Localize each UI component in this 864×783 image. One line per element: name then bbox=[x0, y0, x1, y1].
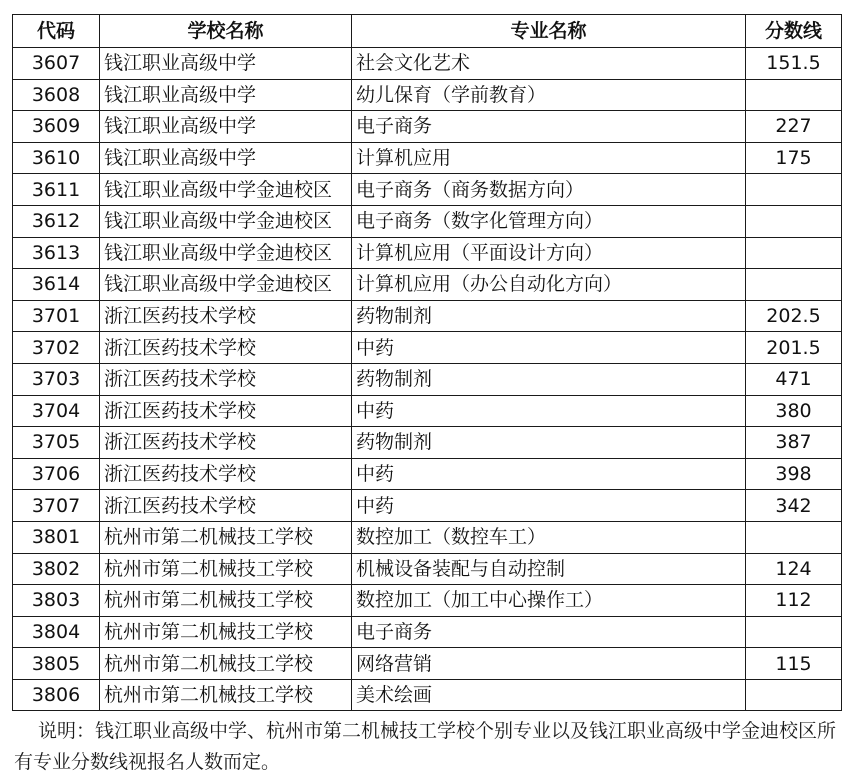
cell-school: 浙江医药技术学校 bbox=[100, 363, 352, 395]
cell-school: 钱江职业高级中学 bbox=[100, 142, 352, 174]
cell-code: 3805 bbox=[13, 648, 100, 680]
cell-code: 3704 bbox=[13, 395, 100, 427]
cell-code: 3706 bbox=[13, 458, 100, 490]
cell-code: 3801 bbox=[13, 521, 100, 553]
cell-score: 342 bbox=[746, 490, 842, 522]
cell-school: 钱江职业高级中学 bbox=[100, 48, 352, 80]
table-row bbox=[13, 679, 842, 711]
cell-school: 浙江医药技术学校 bbox=[100, 458, 352, 490]
cell-code: 3705 bbox=[13, 427, 100, 459]
cell-school: 钱江职业高级中学 bbox=[100, 111, 352, 143]
cell-code: 3607 bbox=[13, 48, 100, 80]
cell-major: 药物制剂 bbox=[352, 363, 746, 395]
cell-score: 227 bbox=[746, 111, 842, 143]
table-row bbox=[13, 269, 842, 301]
cell-code: 3609 bbox=[13, 111, 100, 143]
cell-score: 124 bbox=[746, 553, 842, 585]
table-row bbox=[13, 237, 842, 269]
cell-score: 471 bbox=[746, 363, 842, 395]
table-row bbox=[13, 300, 842, 332]
table-row bbox=[13, 616, 842, 648]
cell-major: 机械设备装配与自动控制 bbox=[352, 553, 746, 585]
cell-major: 电子商务（数字化管理方向） bbox=[352, 205, 746, 237]
cell-score: 380 bbox=[746, 395, 842, 427]
cell-school: 浙江医药技术学校 bbox=[100, 490, 352, 522]
header-major: 专业名称 bbox=[352, 15, 746, 48]
cell-school: 杭州市第二机械技工学校 bbox=[100, 521, 352, 553]
header-school: 学校名称 bbox=[100, 15, 352, 48]
cell-major: 社会文化艺术 bbox=[352, 48, 746, 80]
table-row bbox=[13, 332, 842, 364]
table-row bbox=[13, 585, 842, 617]
table-row bbox=[13, 205, 842, 237]
cell-major: 数控加工（加工中心操作工） bbox=[352, 585, 746, 617]
cell-score bbox=[746, 205, 842, 237]
table-body bbox=[13, 48, 842, 711]
cell-score bbox=[746, 79, 842, 111]
cell-major: 网络营销 bbox=[352, 648, 746, 680]
cell-major: 中药 bbox=[352, 332, 746, 364]
cell-score bbox=[746, 521, 842, 553]
cell-school: 钱江职业高级中学金迪校区 bbox=[100, 205, 352, 237]
cell-school: 杭州市第二机械技工学校 bbox=[100, 585, 352, 617]
cell-school: 浙江医药技术学校 bbox=[100, 332, 352, 364]
table-row bbox=[13, 363, 842, 395]
cell-major: 计算机应用（办公自动化方向） bbox=[352, 269, 746, 301]
cell-major: 计算机应用（平面设计方向） bbox=[352, 237, 746, 269]
cell-code: 3803 bbox=[13, 585, 100, 617]
cell-score bbox=[746, 679, 842, 711]
table-row bbox=[13, 79, 842, 111]
cell-score: 202.5 bbox=[746, 300, 842, 332]
cell-score bbox=[746, 174, 842, 206]
cell-score bbox=[746, 269, 842, 301]
cell-school: 杭州市第二机械技工学校 bbox=[100, 648, 352, 680]
cell-major: 中药 bbox=[352, 490, 746, 522]
cell-score: 201.5 bbox=[746, 332, 842, 364]
cell-major: 电子商务（商务数据方向） bbox=[352, 174, 746, 206]
cell-school: 钱江职业高级中学 bbox=[100, 79, 352, 111]
cell-code: 3804 bbox=[13, 616, 100, 648]
cell-major: 数控加工（数控车工） bbox=[352, 521, 746, 553]
table-row bbox=[13, 490, 842, 522]
cell-code: 3702 bbox=[13, 332, 100, 364]
cell-school: 钱江职业高级中学金迪校区 bbox=[100, 269, 352, 301]
table-row bbox=[13, 174, 842, 206]
cell-code: 3701 bbox=[13, 300, 100, 332]
table-row bbox=[13, 111, 842, 143]
cell-code: 3610 bbox=[13, 142, 100, 174]
cell-major: 药物制剂 bbox=[352, 427, 746, 459]
cell-code: 3707 bbox=[13, 490, 100, 522]
table-row bbox=[13, 553, 842, 585]
header-score: 分数线 bbox=[746, 15, 842, 48]
cell-code: 3608 bbox=[13, 79, 100, 111]
cell-school: 浙江医药技术学校 bbox=[100, 427, 352, 459]
cell-code: 3611 bbox=[13, 174, 100, 206]
cell-school: 浙江医药技术学校 bbox=[100, 395, 352, 427]
cell-code: 3613 bbox=[13, 237, 100, 269]
cell-school: 钱江职业高级中学金迪校区 bbox=[100, 174, 352, 206]
table-header bbox=[13, 15, 842, 48]
table-row bbox=[13, 48, 842, 80]
cell-score: 175 bbox=[746, 142, 842, 174]
cell-school: 杭州市第二机械技工学校 bbox=[100, 553, 352, 585]
explanatory-note: 说明：钱江职业高级中学、杭州市第二机械技工学校个别专业以及钱江职业高级中学金迪校区所有专业分数线视报名人数而定。 bbox=[14, 720, 837, 773]
table-row bbox=[13, 427, 842, 459]
cell-school: 浙江医药技术学校 bbox=[100, 300, 352, 332]
table-row bbox=[13, 521, 842, 553]
cell-score bbox=[746, 237, 842, 269]
cell-school: 钱江职业高级中学金迪校区 bbox=[100, 237, 352, 269]
table-row bbox=[13, 395, 842, 427]
cell-score bbox=[746, 616, 842, 648]
cell-score: 151.5 bbox=[746, 48, 842, 80]
cell-major: 电子商务 bbox=[352, 616, 746, 648]
cell-score: 112 bbox=[746, 585, 842, 617]
table-row bbox=[13, 648, 842, 680]
cell-code: 3802 bbox=[13, 553, 100, 585]
cell-code: 3614 bbox=[13, 269, 100, 301]
cell-major: 中药 bbox=[352, 458, 746, 490]
cell-major: 计算机应用 bbox=[352, 142, 746, 174]
cell-major: 幼儿保育（学前教育） bbox=[352, 79, 746, 111]
admission-score-table bbox=[12, 14, 842, 711]
table-row bbox=[13, 458, 842, 490]
cell-major: 电子商务 bbox=[352, 111, 746, 143]
cell-code: 3806 bbox=[13, 679, 100, 711]
cell-major: 药物制剂 bbox=[352, 300, 746, 332]
cell-score: 387 bbox=[746, 427, 842, 459]
cell-school: 杭州市第二机械技工学校 bbox=[100, 679, 352, 711]
cell-major: 中药 bbox=[352, 395, 746, 427]
header-code: 代码 bbox=[13, 15, 100, 48]
cell-school: 杭州市第二机械技工学校 bbox=[100, 616, 352, 648]
cell-code: 3612 bbox=[13, 205, 100, 237]
header-row bbox=[13, 15, 842, 48]
cell-major: 美术绘画 bbox=[352, 679, 746, 711]
cell-score: 115 bbox=[746, 648, 842, 680]
table-row bbox=[13, 142, 842, 174]
cell-score: 398 bbox=[746, 458, 842, 490]
cell-code: 3703 bbox=[13, 363, 100, 395]
